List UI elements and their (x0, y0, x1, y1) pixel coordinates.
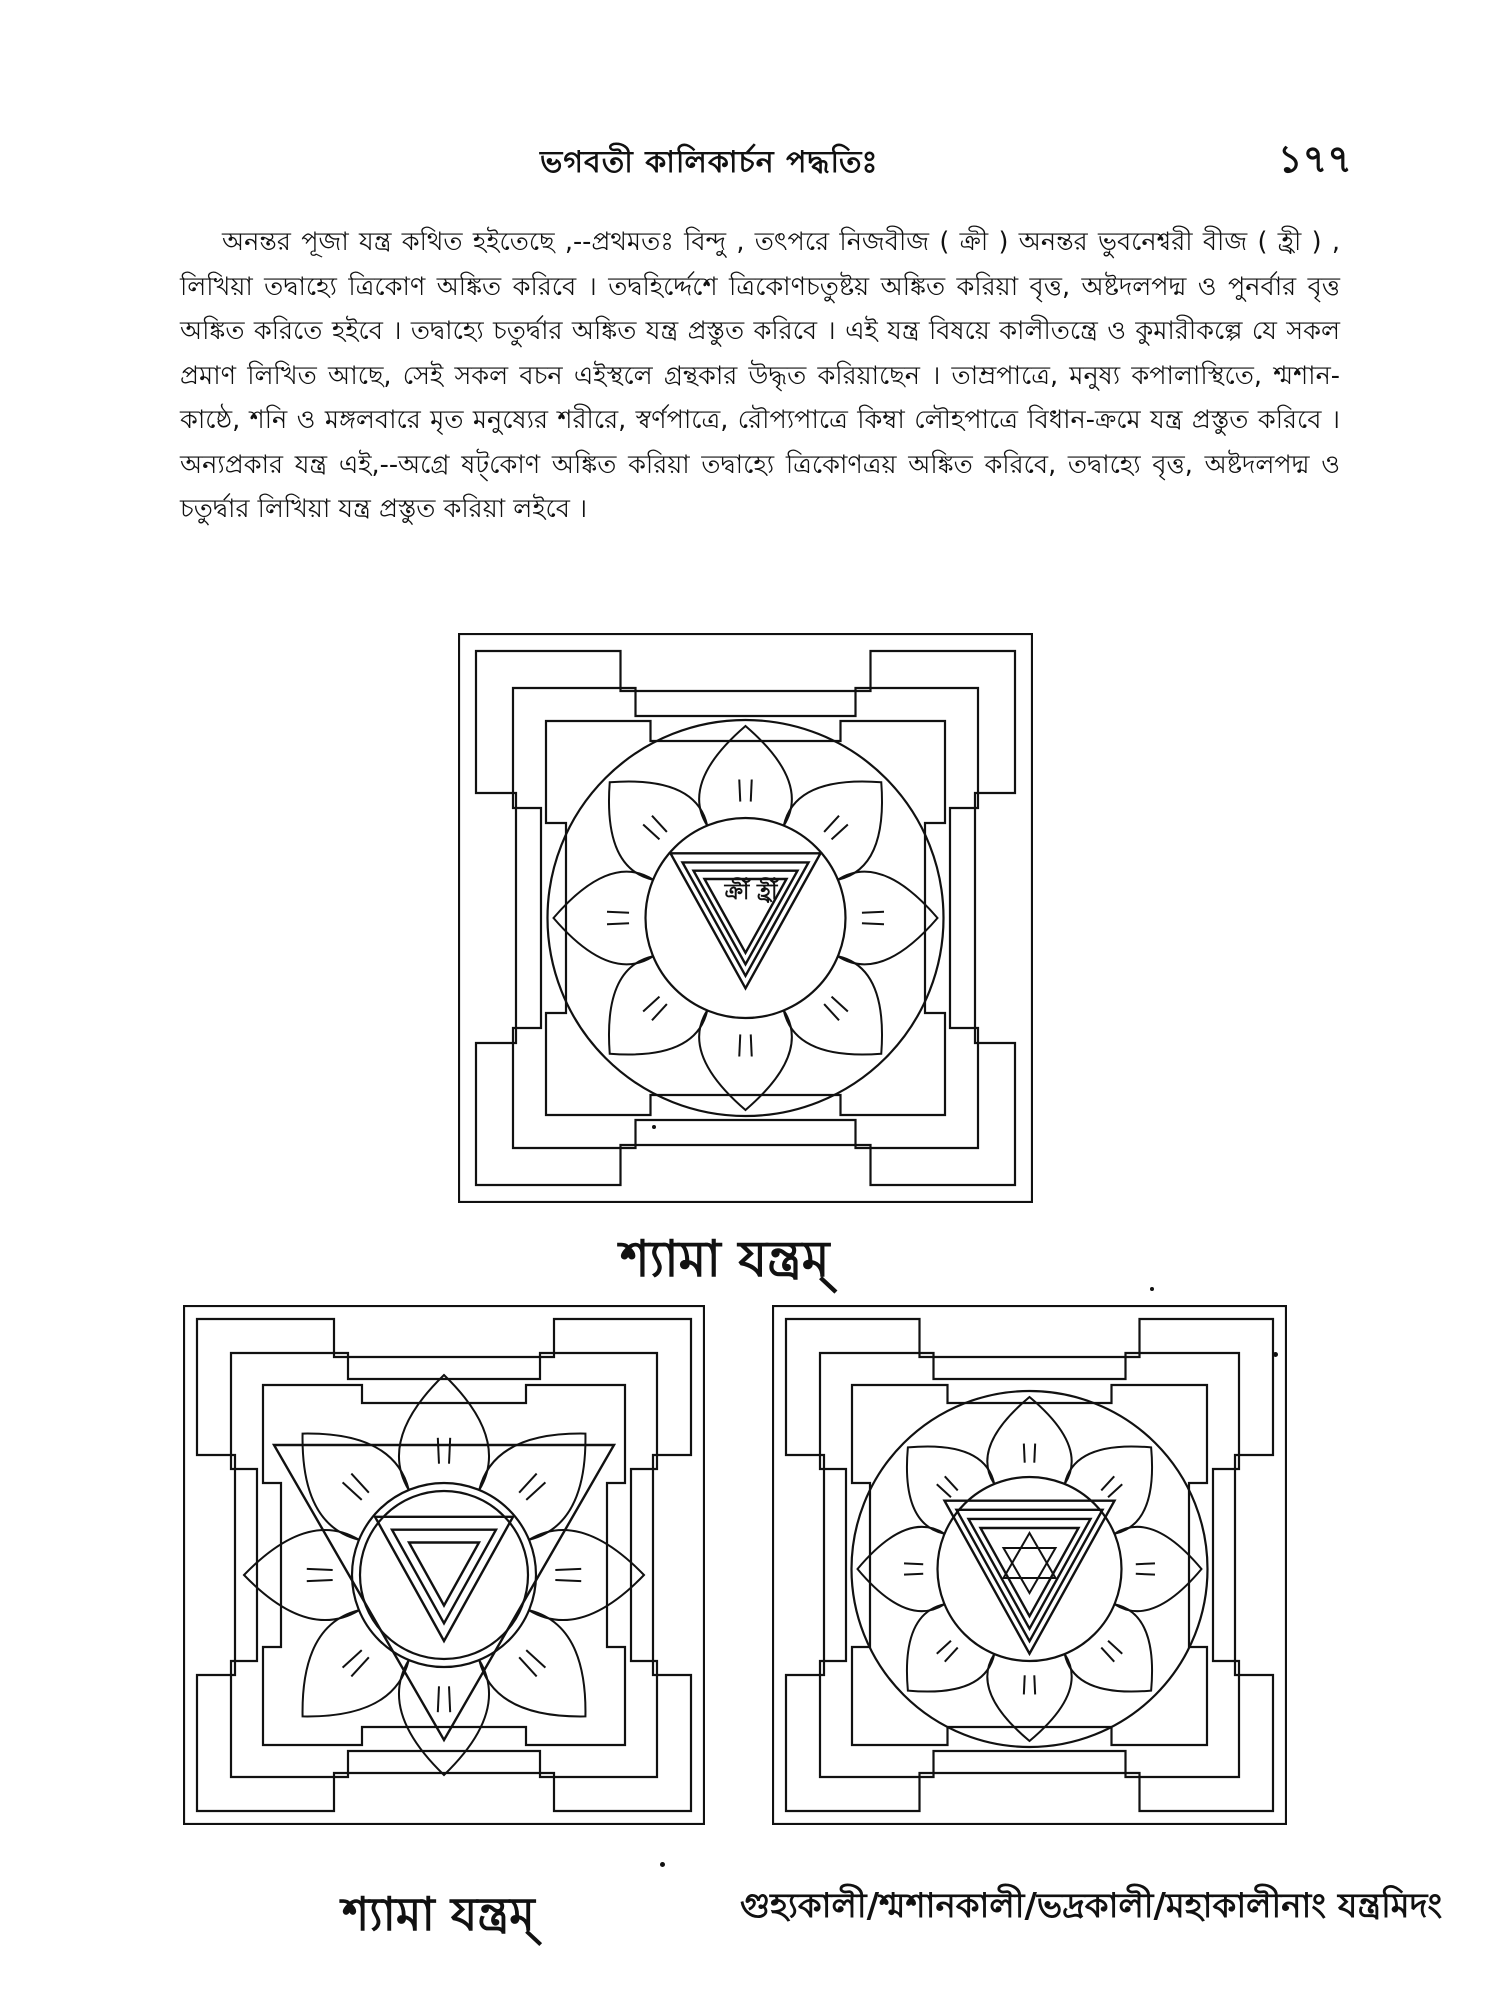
petal-tick (904, 1563, 923, 1564)
lotus-petal (784, 956, 882, 1054)
inner-circle (938, 1477, 1122, 1661)
petal-tick (526, 1650, 545, 1667)
lotus-petal (529, 1530, 644, 1620)
bhupura-line-1 (786, 1319, 1273, 1811)
petal-tick (1108, 1484, 1122, 1497)
yantra-br-lotus-petals (858, 1397, 1202, 1741)
petal-tick (832, 997, 848, 1012)
petal-tick (824, 1004, 839, 1020)
yantra-br-triangles (945, 1501, 1115, 1654)
lotus-petal (399, 1660, 489, 1775)
page-number: ১৭৭ (1277, 137, 1352, 181)
lotus-petal (479, 1610, 585, 1716)
lotus-petal (987, 1397, 1071, 1484)
petal-tick (343, 1650, 362, 1667)
bhupura-line-2 (231, 1353, 657, 1777)
trikona-2 (957, 1510, 1103, 1641)
trikona-1 (671, 853, 821, 988)
body-paragraph: অনন্তর পূজা যন্ত্র কথিত হইতেছে ,--প্রথমতঃ বিন্দু , তৎপরে নিজবীজ ( ক্রী ) অনন্তর ভুবনেশ্বরী বীজ ( হ্রী ) , লিখিয়া তদ্বাহ্যে ত্রিকোণ অঙ্কিত করিবে । তদ্বহির্দ্দেশে ত্রিকোণচতুষ্টয় অঙ্কিত করিয়া বৃত্ত, অষ্টদলপদ্ম ও পুনর্বার বৃত্ত অঙ্কিত করিতে হইবে । তদ্বাহ্যে চতুর্দ্বার অঙ্কিত যন্ত্র প্রস্তুত করিবে । এই যন্ত্র বিষয়ে কালীতন্ত্রে ও কুমারীকল্পে যে সকল প্রমাণ লিখিত আছে, সেই সকল বচন এইস্থলে গ্রন্থকার উদ্ধৃত করিয়াছেন । তাম্রপাত্রে, মনুষ্য কপালাস্থিতে, শ্মশান-কাষ্ঠে, শনি ও মঙ্গলবারে মৃত মনুষ্যের শরীরে, স্বর্ণপাত্রে, রৌপ্যপাত্রে কিম্বা লৌহপাত্রে বিধান-ক্রমে যন্ত্র প্রস্তুত করিবে । অন্যপ্রকার যন্ত্র এই,--অগ্রে ষট্‌কোণ অঙ্কিত করিয়া তদ্বাহ্যে ত্রিকোণত্রয় অঙ্কিত করিবে, তদ্বাহ্যে বৃত্ত, অষ্টদলপদ্ম ও চতুর্দ্বার লিখিয়া যন্ত্র প্রস্তুত করিয়া লইবে । (180, 227, 1340, 524)
bhupura-border (184, 1306, 704, 1824)
lotus-petal (554, 872, 654, 965)
petal-tick (351, 1657, 368, 1676)
petal-tick (351, 1474, 368, 1493)
print-speck (660, 1862, 665, 1867)
yantra-bl-lotus-petals (244, 1375, 644, 1775)
petal-tick (343, 1482, 362, 1499)
petal-tick (449, 1686, 450, 1712)
bhupura-line-2 (513, 688, 978, 1148)
petal-tick (519, 1657, 536, 1676)
yantra-top-bija-text: ক্রীঁ হ্রীঁ (724, 880, 778, 905)
yantra-bl-triangles (274, 1445, 614, 1740)
petal-tick (438, 1686, 439, 1712)
petal-tick (904, 1574, 923, 1575)
petal-tick (519, 1474, 536, 1493)
petal-tick (832, 824, 848, 839)
lotus-petal (244, 1530, 359, 1620)
print-speck (1273, 1352, 1278, 1357)
yantra-diagram-bottom-left (183, 1305, 705, 1825)
yantra-bottom-left-svg (183, 1305, 705, 1825)
running-title: ভগবতী কালিকার্চন পদ্ধতিঃ (540, 145, 879, 180)
petal-tick (449, 1438, 450, 1464)
outer-trikona (274, 1445, 614, 1740)
yantra-top-triangles (671, 853, 821, 988)
petal-tick (1136, 1563, 1155, 1564)
petal-tick (751, 1034, 752, 1056)
bhupura-line-3 (263, 1385, 625, 1745)
petal-tick (1024, 1444, 1025, 1463)
caption-guhyakali-yantra: গুহ্যকালী/শ্মশানকালী/ভদ্রকালী/মহাকালীনাং যন্ত্রমিদং (740, 1886, 1443, 1926)
yantra-br-outer-circle (852, 1391, 1208, 1747)
lotus-petal (784, 781, 882, 879)
petal-tick (1024, 1675, 1025, 1694)
outer-circle (548, 720, 944, 1116)
petal-tick (607, 923, 629, 924)
petal-tick (862, 923, 884, 924)
petal-tick (643, 997, 659, 1012)
petal-tick (1034, 1675, 1035, 1694)
petal-tick (526, 1482, 545, 1499)
bhupura-line-3 (852, 1385, 1207, 1745)
print-speck (1150, 1287, 1154, 1291)
yantra-diagram-bottom-right (772, 1305, 1287, 1825)
print-speck (652, 1125, 656, 1129)
petal-tick (1034, 1444, 1035, 1463)
petal-tick (643, 824, 659, 839)
caption-shyama-yantra-top: শ্যামা যন্ত্রম্ (620, 1230, 830, 1288)
petal-tick (307, 1569, 333, 1570)
outer-circle (852, 1391, 1208, 1747)
bhupura-line-2 (820, 1353, 1239, 1777)
yantra-bl-frame (184, 1306, 704, 1824)
petal-tick (862, 912, 884, 913)
yantra-top-lotus-petals (554, 726, 938, 1110)
petal-tick (607, 912, 629, 913)
petal-tick (652, 1004, 667, 1020)
trikona-3 (969, 1519, 1091, 1629)
yantra-diagram-top (458, 633, 1033, 1203)
lotus-petal (609, 781, 707, 879)
petal-tick (739, 780, 740, 802)
petal-tick (555, 1580, 581, 1581)
petal-tick (824, 816, 839, 832)
lotus-petal (838, 872, 938, 965)
bhupura-line-1 (197, 1319, 691, 1811)
petal-tick (945, 1648, 958, 1662)
petal-tick (307, 1580, 333, 1581)
shatkona-down (1004, 1548, 1056, 1593)
yantra-bottom-right-svg (772, 1305, 1287, 1825)
bhupura-line-3 (546, 721, 945, 1115)
petal-tick (1101, 1476, 1114, 1490)
petal-tick (438, 1438, 439, 1464)
petal-tick (1108, 1641, 1122, 1654)
shatkona-up (1004, 1533, 1056, 1578)
petal-tick (751, 780, 752, 802)
petal-tick (652, 816, 667, 832)
lotus-petal (303, 1610, 409, 1716)
yantra-top-outer-circle (548, 720, 944, 1116)
petal-tick (555, 1569, 581, 1570)
caption-shyama-yantra-bottom: শ্যামা যন্ত্রম্ (342, 1887, 535, 1941)
bhupura-line-1 (476, 651, 1015, 1185)
lotus-petal (399, 1375, 489, 1490)
petal-tick (1101, 1648, 1114, 1662)
petal-tick (1136, 1574, 1155, 1575)
petal-tick (937, 1641, 951, 1654)
trikona-4 (981, 1528, 1079, 1616)
petal-tick (739, 1034, 740, 1056)
petal-tick (945, 1476, 958, 1490)
petal-tick (937, 1484, 951, 1497)
yantra-top-svg (458, 633, 1033, 1203)
lotus-petal (609, 956, 707, 1054)
